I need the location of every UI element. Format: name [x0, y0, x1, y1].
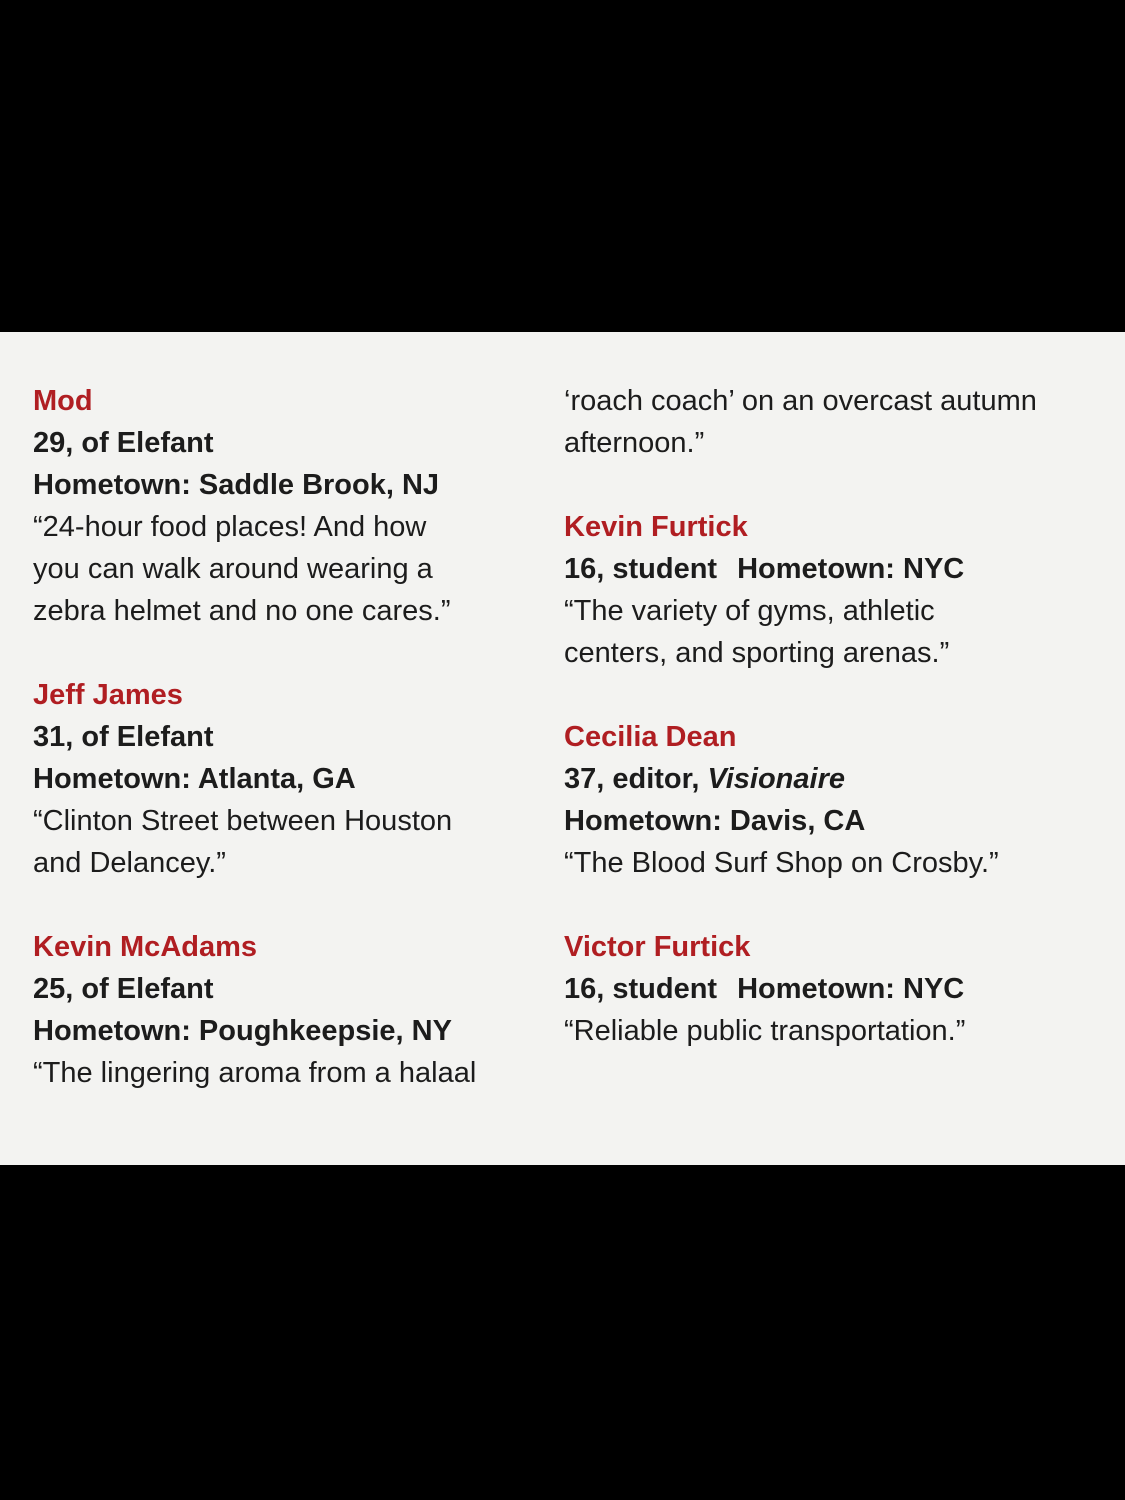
person-occupation: [564, 758, 1104, 800]
left-column: [33, 380, 533, 1136]
quote-line: “Clinton Street between Houston: [33, 805, 453, 837]
quote-line: centers, and sporting arenas.”: [564, 637, 950, 669]
quote-line: “Reliable public transportation.”: [564, 1015, 966, 1047]
entry-kevin-furtick: [564, 506, 1104, 674]
quote-line: ‘roach coach’ on an overcast: [564, 385, 933, 417]
person-name: Mod: [33, 385, 93, 417]
quote-line: autumn afternoon.”: [564, 385, 1037, 459]
quote-line: “24-hour food places! And how: [33, 511, 427, 543]
quote-line: you can walk around wearing a: [33, 553, 433, 585]
person-occupation: 29, of Elefant: [33, 427, 214, 459]
magazine-page: [0, 332, 1125, 1165]
person-occupation: 25, of Elefant: [33, 973, 214, 1005]
entry-cecilia-dean: [564, 716, 1104, 884]
person-hometown: Hometown: Atlanta, GA: [33, 763, 356, 795]
person-name: Victor Furtick: [564, 931, 751, 963]
person-details: [564, 968, 1104, 1010]
person-name: Kevin Furtick: [564, 511, 748, 543]
person-name: Cecilia Dean: [564, 721, 737, 753]
quote-line: and Delancey.”: [33, 847, 226, 879]
entry-kevin-mcadams: [33, 926, 533, 1094]
quote-line: “The Blood Surf Shop on Crosby.”: [564, 847, 999, 879]
person-name: Kevin McAdams: [33, 931, 258, 963]
quote-continuation: [564, 380, 1104, 464]
quote-line: “The variety of gyms, athletic: [564, 595, 935, 627]
entry-victor-furtick: [564, 926, 1104, 1052]
quote-line: “The lingering aroma from a halaal: [33, 1057, 477, 1089]
person-occupation: 16, student: [564, 553, 718, 585]
right-column: [564, 380, 1104, 1094]
person-details: [564, 548, 1104, 590]
occupation-text: 37, editor,: [564, 763, 708, 795]
person-hometown: Hometown: NYC: [737, 553, 965, 585]
person-occupation: 31, of Elefant: [33, 721, 214, 753]
person-occupation: 16, student: [564, 973, 718, 1005]
person-hometown: Hometown: Davis, CA: [564, 805, 866, 837]
person-hometown: Hometown: Saddle Brook, NJ: [33, 469, 440, 501]
person-hometown: Hometown: NYC: [737, 973, 965, 1005]
person-name: Jeff James: [33, 679, 183, 711]
quote-line: zebra helmet and no one cares.”: [33, 595, 451, 627]
entry-mod: [33, 380, 533, 632]
publication-name: Visionaire: [707, 763, 845, 795]
entry-jeff-james: [33, 674, 533, 884]
person-hometown: Hometown: Poughkeepsie, NY: [33, 1015, 452, 1047]
